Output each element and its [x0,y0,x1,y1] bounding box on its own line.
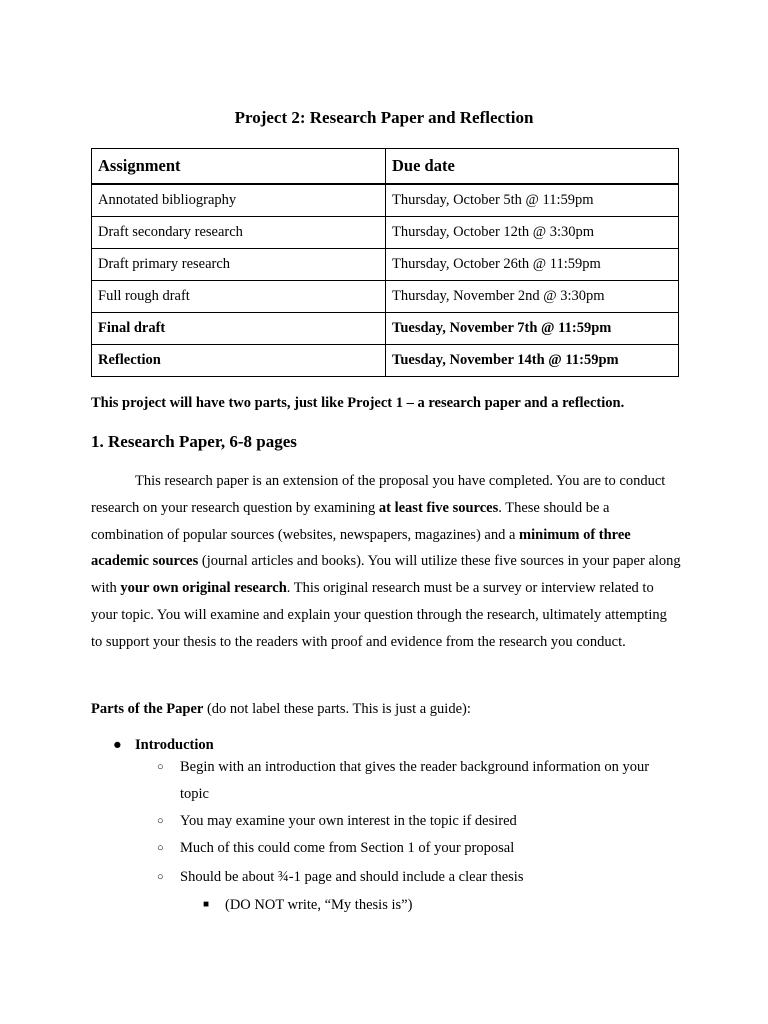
paragraph-text: . These should be a combination of popular sources (websites, newspapers, magazines) and a [91,499,610,543]
bullet-dot-icon: ● [113,737,122,753]
table-row [92,281,679,313]
bullet-label: Introduction [135,737,214,753]
parts-line [91,701,471,718]
list-item [203,897,412,914]
intro-line: This project will have two parts, just like Project 1 – a research paper and a reflection. [91,395,625,411]
table-row [92,345,679,377]
subitem-text: Begin with an introduction that gives the reader background information on your topic [180,759,650,802]
assignment-cell: Full rough draft [92,281,386,313]
assignment-cell: Reflection [92,345,386,377]
table-row [92,184,679,217]
subitem-text: Much of this could come from Section 1 of your proposal [180,840,515,856]
table-header-row [92,149,679,185]
circle-bullet-icon: ○ [157,871,164,883]
paragraph-emphasis: minimum of three academic sources [91,526,631,570]
circle-bullet-icon: ○ [157,761,164,773]
assignment-cell: Annotated bibliography [92,184,386,217]
paragraph-text: This research paper is an extension of the proposal you have completed. You are to conduct research on your research question by examining [91,473,666,516]
column-header-due-date: Due date [386,149,679,185]
paragraph-text: (journal articles and books). You will utilize these five sources in your paper along with [91,553,681,597]
due-date-cell: Thursday, October 5th @ 11:59pm [386,184,679,217]
subsub-text: (DO NOT write, “My thesis is”) [225,897,413,913]
paragraph-text: . This original research must be a survey or interview related to your topic. You will examine and explain your question through the research, ultimately attempting to support your thesis to the readers with proof and evidence from the research you conduct. [91,580,667,650]
paragraph-emphasis: at least five sources [378,499,499,516]
section-paragraph [91,468,681,656]
assignment-cell: Draft secondary research [92,217,386,249]
list-item [157,864,677,891]
list-item [113,737,214,754]
table-row [92,313,679,345]
parts-label: Parts of the Paper [91,701,204,717]
list-item [157,835,677,862]
schedule-table [91,148,679,377]
due-date-cell: Thursday, October 12th @ 3:30pm [386,217,679,249]
circle-bullet-icon: ○ [157,815,164,827]
table-row [92,249,679,281]
subitem-text: Should be about ¾-1 page and should include a clear thesis [180,869,524,885]
assignment-cell: Draft primary research [92,249,386,281]
square-bullet-icon: ■ [203,899,210,910]
circle-bullet-icon: ○ [157,842,164,854]
list-item [157,754,677,808]
due-date-cell: Thursday, November 2nd @ 3:30pm [386,281,679,313]
parts-note: (do not label these parts. This is just a guide): [203,701,471,717]
paragraph-emphasis: your own original research [120,580,287,597]
assignment-cell: Final draft [92,313,386,345]
due-date-cell: Tuesday, November 7th @ 11:59pm [386,313,679,345]
due-date-cell: Thursday, October 26th @ 11:59pm [386,249,679,281]
page-title: Project 2: Research Paper and Reflection [234,108,534,127]
list-item [157,808,677,835]
column-header-assignment: Assignment [92,149,386,185]
table-row [92,217,679,249]
section-heading: 1. Research Paper, 6-8 pages [91,432,297,451]
due-date-cell: Tuesday, November 14th @ 11:59pm [386,345,679,377]
subitem-text: You may examine your own interest in the topic if desired [180,813,517,829]
